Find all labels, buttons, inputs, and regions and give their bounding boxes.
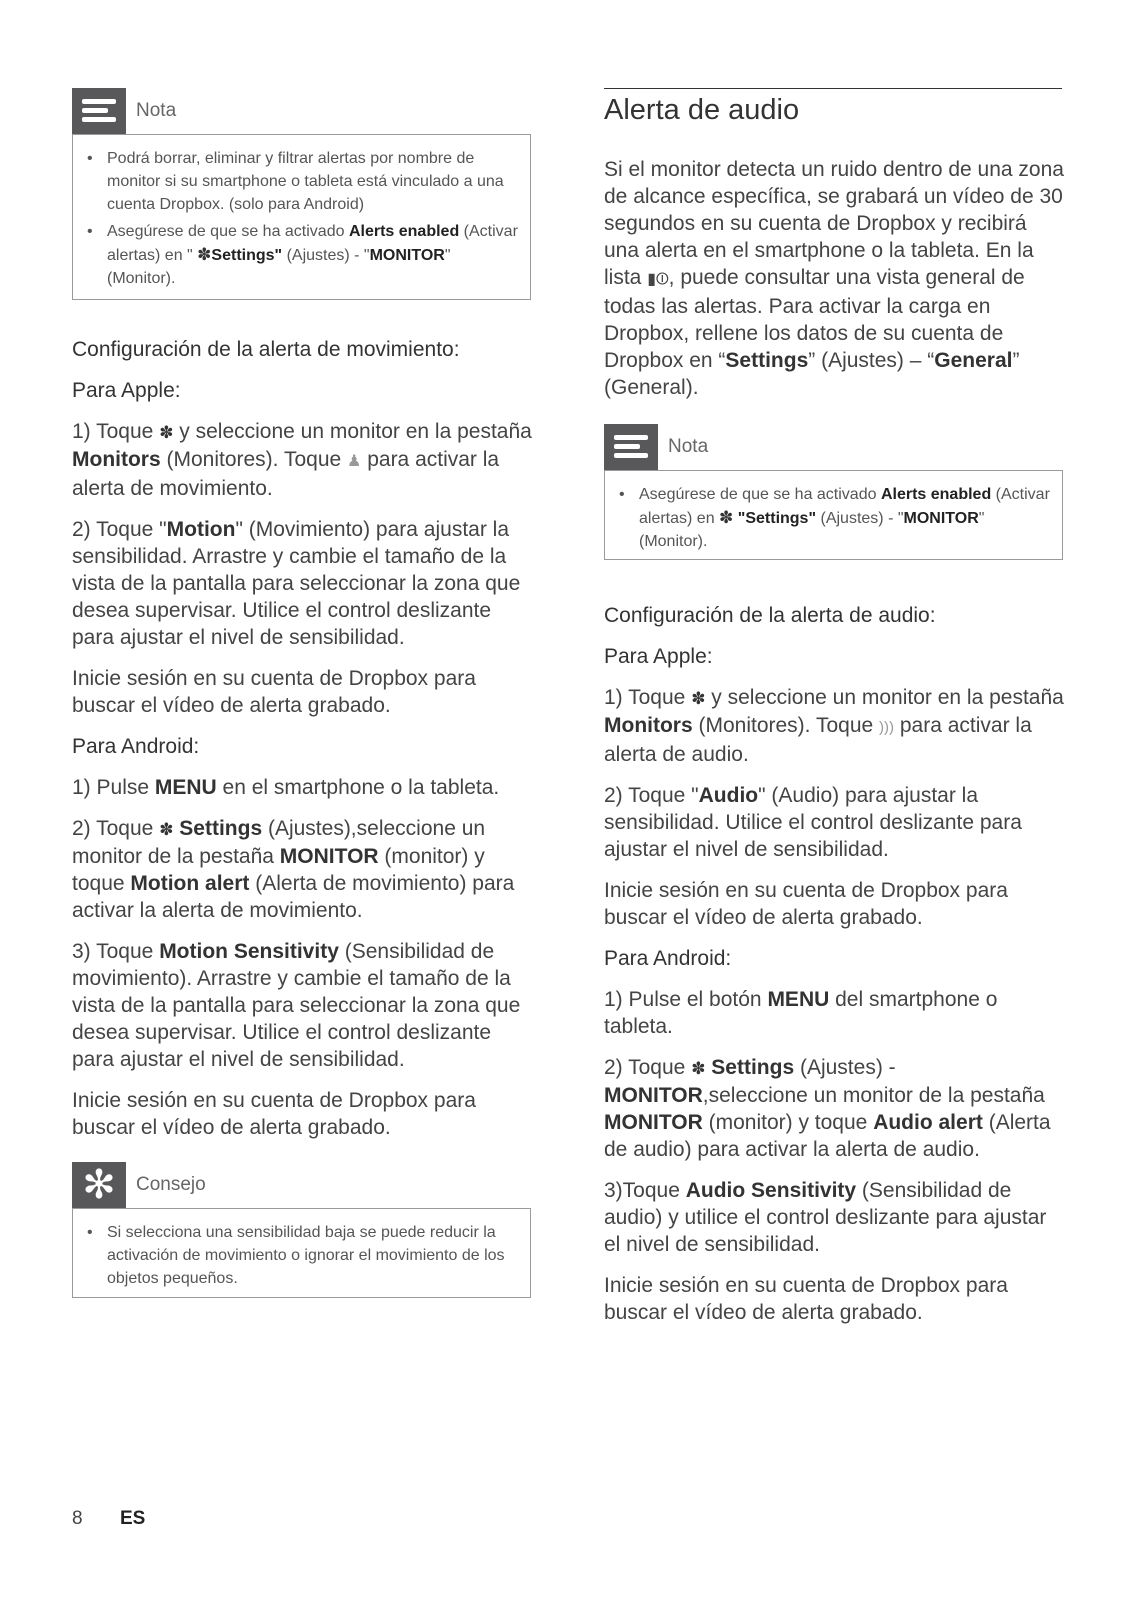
tip-asterisk-icon: ✻ — [72, 1162, 126, 1208]
note-box-left — [72, 88, 531, 300]
apple-heading: Para Apple: — [604, 645, 713, 668]
motion-icon: ♟ — [347, 453, 362, 470]
paragraph: 2) Toque "Audio" (Audio) para ajustar la sensibilidad. Utilice el control deslizante para ajustar el nivel de sensibilidad. — [604, 784, 1022, 861]
section-title: Alerta de audio — [604, 94, 800, 126]
note-item: • Podrá borrar, eliminar y filtrar alertas por nombre de monitor si su smartphone o tableta está vinculado a una cuenta Dropbox. (solo para Android) — [87, 150, 504, 213]
paragraph: 1) Toque ✽ y seleccione un monitor en la pestaña Monitors (Monitores). Toque ♟ para activar la alerta de movimiento. — [72, 420, 532, 500]
note-icon — [72, 88, 126, 134]
section-rule — [604, 88, 1062, 89]
paragraph: 3) Toque Motion Sensitivity (Sensibilidad de movimiento). Arrastre y cambie el tamaño de la vista de la pantalla para seleccionar la zona que desea supervisar. Utilice el control deslizante para ajustar el nivel de sensibilidad. — [72, 940, 521, 1071]
gear-icon: ✽ — [197, 245, 212, 264]
paragraph: 1) Pulse el botón MENU del smartphone o tableta. — [604, 988, 998, 1038]
gear-icon: ✽ — [159, 423, 174, 442]
right-column-body — [604, 602, 1064, 1326]
paragraph: 2) Toque "Motion" (Movimiento) para ajustar la sensibilidad. Arrastre y cambie el tamaño de la vista de la pantalla para seleccionar la zona que desea supervisar. Utilice el control deslizante para ajustar el nivel de sensibilidad. — [72, 518, 521, 649]
page-number: 8 — [72, 1508, 83, 1529]
tip-item: • Si selecciona una sensibilidad baja se puede reducir la activación de movimiento o ignorar el movimiento de los objetos pequeños. — [87, 1224, 505, 1287]
note-icon — [604, 424, 658, 470]
gear-icon: ✽ — [719, 508, 734, 527]
note-label: Nota — [668, 436, 709, 457]
paragraph: 1) Toque ✽ y seleccione un monitor en la pestaña Monitors (Monitores). Toque ))) para activar la alerta de audio. — [604, 686, 1064, 766]
paragraph: Inicie sesión en su cuenta de Dropbox para buscar el vídeo de alerta grabado. — [72, 667, 476, 717]
right-intro — [604, 156, 1064, 401]
apple-heading: Para Apple: — [72, 379, 181, 402]
note-box-right — [604, 424, 1063, 560]
left-column-body — [72, 336, 532, 1141]
audio-heading: Configuración de la alerta de audio: — [604, 604, 936, 627]
tip-header — [72, 1162, 531, 1208]
paragraph: 2) Toque ✽ Settings (Ajustes),seleccione un monitor de la pestaña MONITOR (monitor) y toque Motion alert (Alerta de movimiento) para activar la alerta de movimiento. — [72, 817, 515, 922]
note-content — [72, 134, 531, 300]
gear-icon: ✽ — [691, 1059, 706, 1078]
note-label: Nota — [136, 100, 177, 121]
paragraph: 2) Toque ✽ Settings (Ajustes) - MONITOR,seleccione un monitor de la pestaña MONITOR (monitor) y toque Audio alert (Alerta de audio) para activar la alerta de audio. — [604, 1056, 1051, 1161]
tip-content — [72, 1208, 531, 1298]
tip-label: Consejo — [136, 1174, 206, 1195]
audio-icon: ))) — [879, 719, 895, 736]
paragraph: Inicie sesión en su cuenta de Dropbox para buscar el vídeo de alerta grabado. — [72, 1089, 476, 1139]
note-item: • Asegúrese de que se ha activado Alerts enabled (Activar alertas) en " ✽Settings" (Ajustes) - "MONITOR" (Monitor). — [87, 223, 518, 287]
paragraph: 1) Pulse MENU en el smartphone o la tableta. — [72, 776, 500, 799]
motion-heading: Configuración de la alerta de movimiento: — [72, 338, 460, 361]
note-item: • Asegúrese de que se ha activado Alerts enabled (Activar alertas) en ✽ "Settings" (Ajustes) - "MONITOR" (Monitor). — [619, 486, 1050, 550]
android-heading: Para Android: — [604, 947, 732, 970]
android-heading: Para Android: — [72, 735, 200, 758]
language-code: ES — [120, 1508, 146, 1529]
paragraph: Inicie sesión en su cuenta de Dropbox para buscar el vídeo de alerta grabado. — [604, 879, 1008, 929]
alert-list-icon: ▮⏼ — [647, 271, 669, 288]
note-content — [604, 470, 1063, 560]
note-header — [604, 424, 1063, 470]
paragraph: Si el monitor detecta un ruido dentro de una zona de alcance específica, se grabará un vídeo de 30 segundos en su cuenta de Dropbox y recibirá una alerta en el smartphone o la tableta. En la lista ▮⏼, puede consultar una vista general de todas las alertas. Para activar la carga en Dropbox, rellene los datos de su cuenta de Dropbox en “Settings” (Ajustes) – “General” (General). — [604, 158, 1064, 399]
gear-icon: ✽ — [691, 689, 706, 708]
paragraph: 3)Toque Audio Sensitivity (Sensibilidad de audio) y utilice el control deslizante para ajustar el nivel de sensibilidad. — [604, 1179, 1047, 1256]
paragraph: Inicie sesión en su cuenta de Dropbox para buscar el vídeo de alerta grabado. — [604, 1274, 1008, 1324]
note-header — [72, 88, 531, 134]
tip-box — [72, 1162, 531, 1298]
gear-icon: ✽ — [159, 820, 174, 839]
